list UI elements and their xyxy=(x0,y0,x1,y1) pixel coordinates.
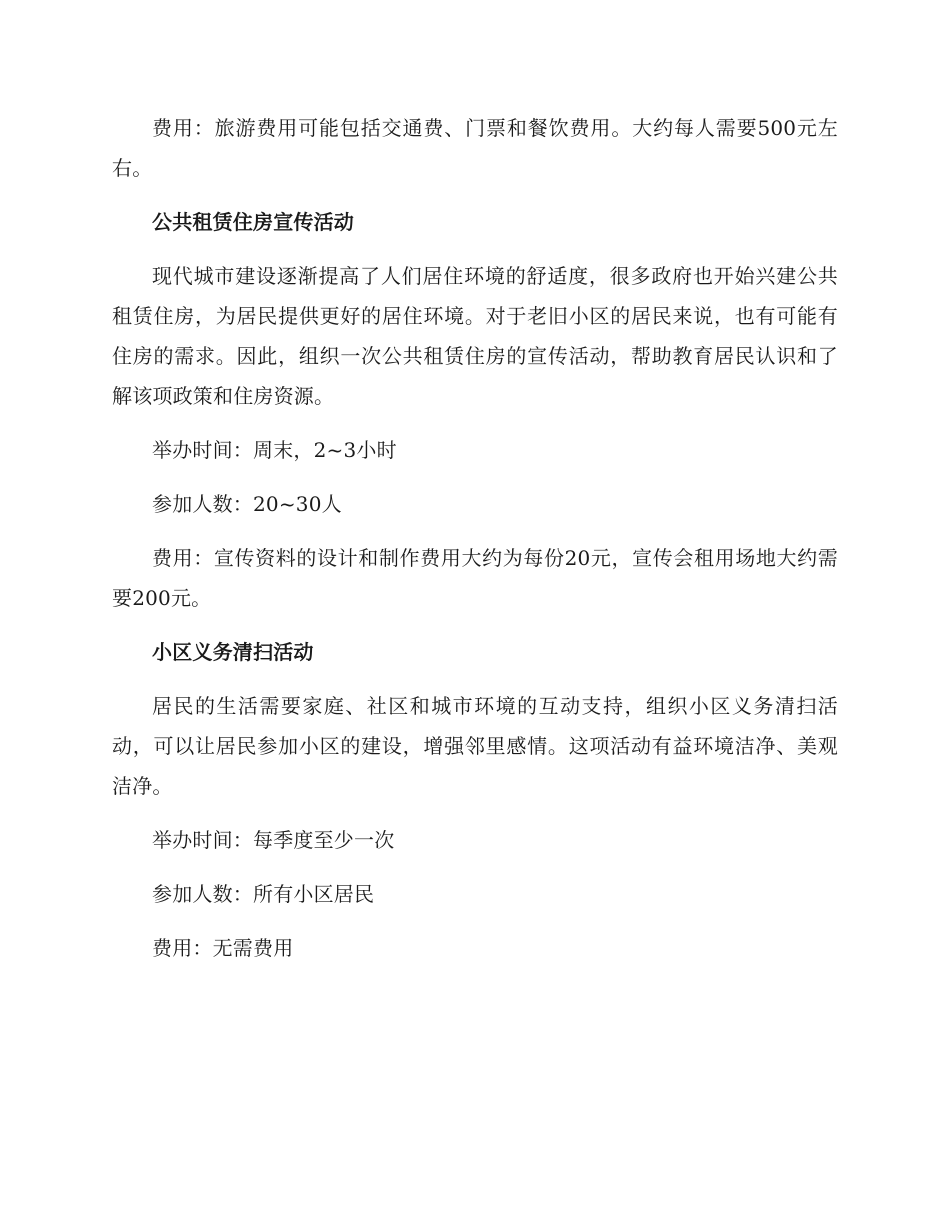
community-cleaning-participants: 参加人数：所有小区居民 xyxy=(152,882,375,906)
public-rental-housing-participants: 参加人数：20~30人 xyxy=(152,492,342,516)
section-heading-public-rental-housing: 公共租赁住房宣传活动 xyxy=(152,210,354,234)
tour-cost-paragraph: 费用：旅游费用可能包括交通费、门票和餐饮费用。大约每人需要500元左右。 xyxy=(112,116,838,180)
community-cleaning-description: 居民的生活需要家庭、社区和城市环境的互动支持，组织小区义务清扫活动，可以让居民参加小区的建设，增强邻里感情。这项活动有益环境洁净、美观洁净。 xyxy=(112,694,838,798)
section-heading-community-cleaning: 小区义务清扫活动 xyxy=(152,640,314,664)
community-cleaning-time: 举办时间：每季度至少一次 xyxy=(152,828,395,852)
public-rental-housing-description: 现代城市建设逐渐提高了人们居住环境的舒适度，很多政府也开始兴建公共租赁住房，为居民提供更好的居住环境。对于老旧小区的居民来说，也有可能有住房的需求。因此，组织一次公共租赁住房的宣传活动，帮助教育居民认识和了解该项政策和住房资源。 xyxy=(112,264,838,408)
public-rental-housing-time: 举办时间：周末，2~3小时 xyxy=(152,438,397,462)
public-rental-housing-cost: 费用：宣传资料的设计和制作费用大约为每份20元，宣传会租用场地大约需要200元。 xyxy=(112,546,838,610)
document-page xyxy=(112,108,838,982)
community-cleaning-cost: 费用：无需费用 xyxy=(152,936,294,960)
